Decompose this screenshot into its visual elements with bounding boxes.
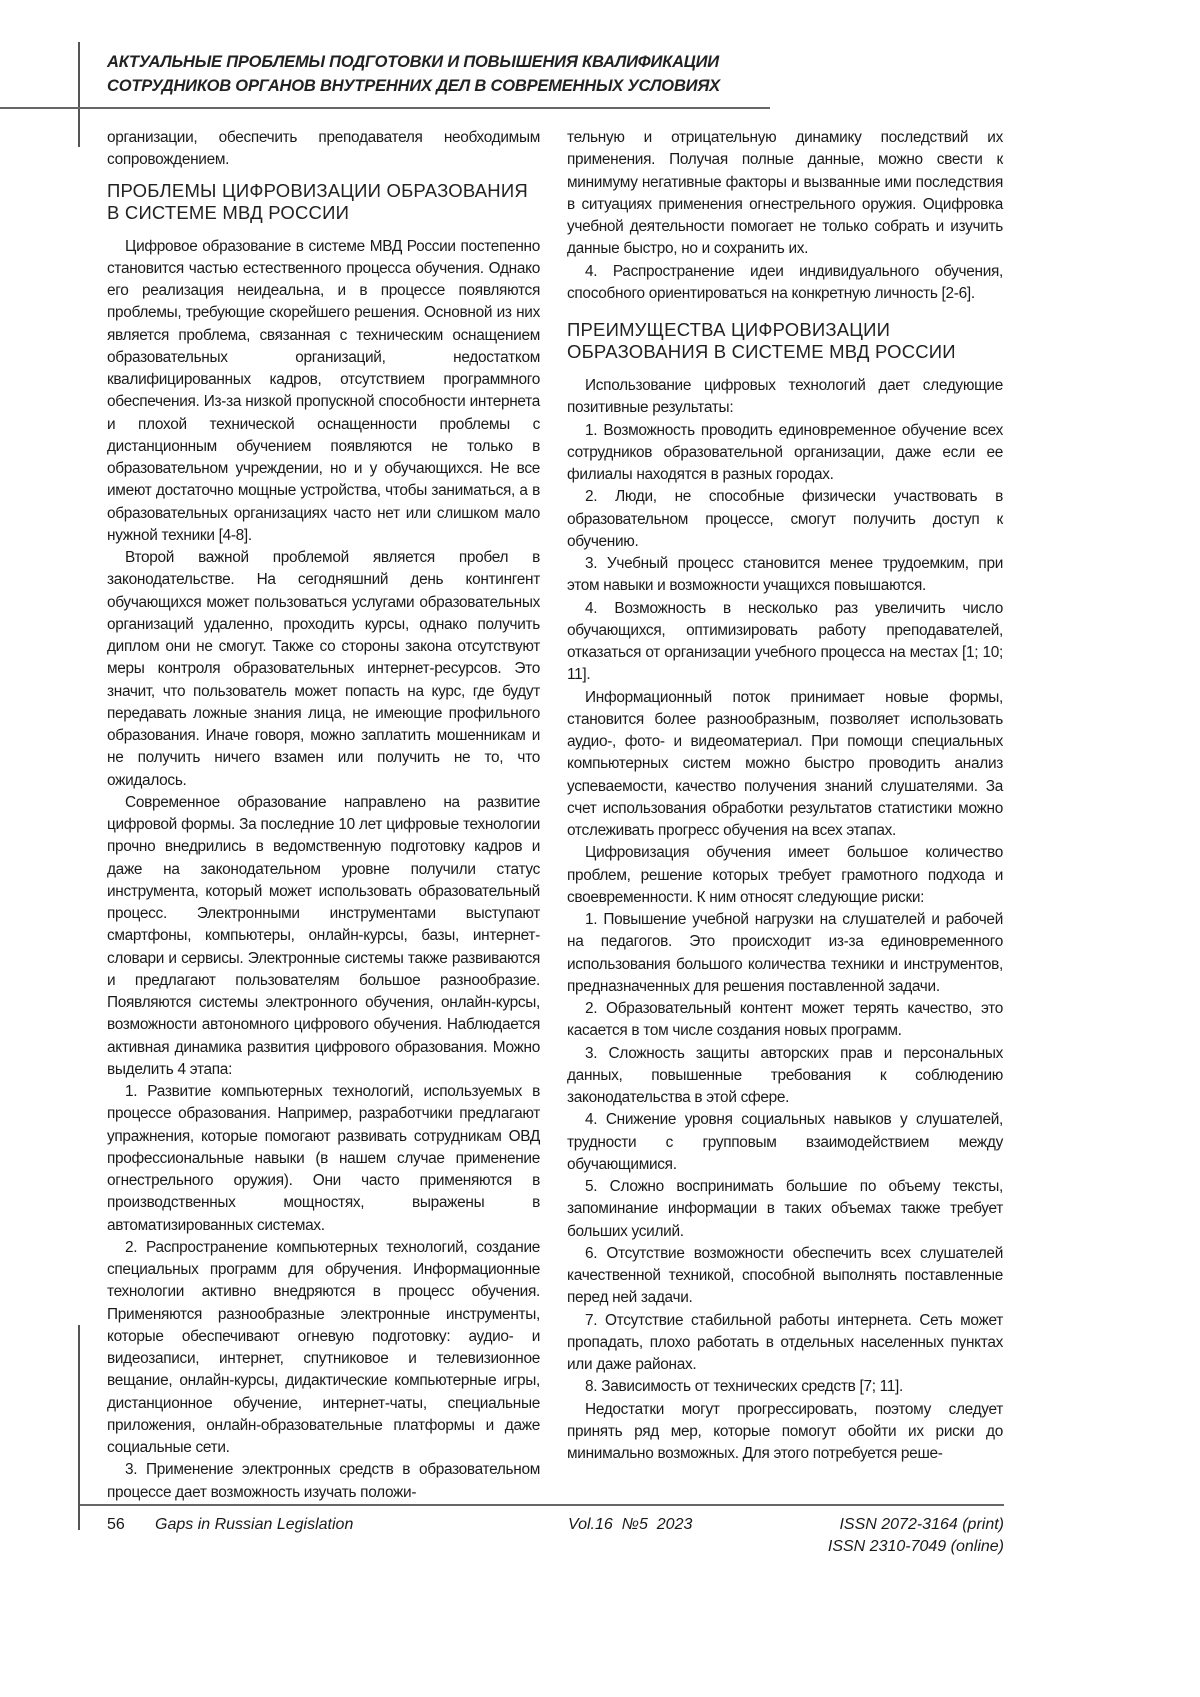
footer	[78, 1504, 1004, 1584]
paragraph: Современное образование направлено на развитие цифровой формы. За последние 10 лет цифровые технологии прочно внедрились в ведомственную подготовку кадров и даже на законодательном уровне получили статус инструмента, который может использовать образовательный процесс. Электронными инструментами выступают смартфоны, компьютеры, онлайн-курсы, базы, интернет-словари и сервисы. Электронные системы также развиваются и предлагают пользователям большое разнообразие. Появляются системы электронного обучения, онлайн-курсы, возможности автономного цифрового обучения. Наблюдается активная динамика развития цифрового образования. Можно выделить 4 этапа:	[107, 793, 540, 1078]
issn-online: ISSN 2310-7049 (online)	[827, 1537, 1004, 1555]
page-body	[0, 127, 1200, 1584]
running-header-line-1: АКТУАЛЬНЫЕ ПРОБЛЕМЫ ПОДГОТОВКИ И ПОВЫШЕНИЯ КВАЛИФИКАЦИИ	[107, 53, 719, 71]
list-item: 4. Распространение идеи индивидуального обучения, способного ориентироваться на конкретную личность [2-6].	[567, 262, 1003, 302]
issn-block	[828, 1514, 1004, 1558]
list-item: 4. Снижение уровня социальных навыков у слушателей, трудности с групповым взаимодействием между обучающимися.	[567, 1111, 1003, 1173]
list-item: 3. Сложность защиты авторских прав и персональных данных, повышенные требования к соблюдению законодательства в этой сфере.	[567, 1044, 1003, 1106]
volume-issue: Vol.16 №5 2023	[568, 1515, 693, 1533]
list-item: 1. Возможность проводить единовременное обучение всех сотрудников образовательной организации, даже если ее филиалы находятся в разных городах.	[567, 421, 1003, 483]
journal-name: Gaps in Russian Legislation	[155, 1515, 354, 1533]
section-heading-problems: ПРОБЛЕМЫ ЦИФРОВИЗАЦИИ ОБРАЗОВАНИЯ В СИСТЕМЕ МВД РОССИИ	[107, 179, 528, 223]
list-item: 3. Учебный процесс становится менее трудоемким, при этом навыки и возможности учащихся повышаются.	[567, 555, 1003, 595]
paragraph: тельную и отрицательную динамику последствий их применения. Получая полные данные, можно свести к минимуму негативные факторы и вызванные ими последствия в ситуациях применения огнестрельного оружия. Оцифровка учебной деятельности помогает не только собрать и изучить данные быстро, но и сохранить их.	[567, 129, 1003, 258]
list-item: 3. Применение электронных средств в образовательном процессе дает возможность изучать положи-	[107, 1461, 540, 1501]
list-item: 7. Отсутствие стабильной работы интернета. Сеть может пропадать, плохо работать в отдельных населенных пунктах или даже районах.	[567, 1311, 1003, 1373]
paragraph: организации, обеспечить преподавателя необходимым сопровождением.	[107, 129, 540, 169]
right-column	[567, 127, 1003, 1465]
running-header-line-2: СОТРУДНИКОВ ОРГАНОВ ВНУТРЕННИХ ДЕЛ В СОВРЕМЕННЫХ УСЛОВИЯХ	[107, 77, 720, 95]
footer-horizontal-rule	[78, 1504, 1004, 1506]
running-header	[107, 50, 720, 98]
paragraph: Цифровизация обучения имеет большое количество проблем, решение которых требует грамотного подхода и своевременности. К ним относят следующие риски:	[567, 844, 1003, 906]
list-item: 4. Возможность в несколько раз увеличить число обучающихся, оптимизировать работу преподавателей, отказаться от организации учебного процесса на местах [1; 10; 11].	[567, 599, 1003, 684]
section-heading-advantages: ПРЕИМУЩЕСТВА ЦИФРОВИЗАЦИИ ОБРАЗОВАНИЯ В СИСТЕМЕ МВД РОССИИ	[567, 319, 956, 362]
paragraph: Второй важной проблемой является пробел в законодательстве. На сегодняшний день контингент обучающихся может пользоваться услугами образовательных организаций удаленно, проходить курсы, однако получить диплом они не смогут. Также со стороны закона отсутствуют меры контроля образовательных интернет-ресурсов. Это значит, что пользователь может попасть на курс, где будут передавать ложные знания лица, не имеющие профильного образования. Иначе говоря, можно заплатить мошенникам и не получить ничего взамен или получить не то, что ожидалось.	[107, 549, 540, 789]
issn-print: ISSN 2072-3164 (print)	[839, 1515, 1004, 1533]
left-column	[107, 127, 540, 1504]
page-number: 56	[107, 1515, 125, 1533]
paragraph: Использование цифровых технологий дает следующие позитивные результаты:	[567, 377, 1003, 417]
footer-vertical-rule	[78, 1325, 80, 1530]
list-item: 1. Развитие компьютерных технологий, используемых в процессе образования. Например, разработчики предлагают упражнения, которые помогают развивать сотрудникам ОВД профессиональные навыки (в нашем случае применение огнестрельного оружия). Они часто применяются в производственных мощностях, выражены в автоматизированных системах.	[107, 1083, 540, 1234]
text-columns	[0, 127, 1200, 1504]
list-item: 8. Зависимость от технических средств [7; 11].	[585, 1378, 903, 1396]
paragraph: Информационный поток принимает новые формы, становится более разнообразным, позволяет использовать аудио-, фото- и видеоматериал. При помощи специальных компьютерных систем можно быстро проводить анализ успеваемости, качество получения знаний слушателями. За счет использования обработки результатов статистики можно отслеживать прогресс обучения на всех этапах.	[567, 688, 1003, 839]
footer-row	[78, 1514, 1004, 1564]
list-item: 2. Образовательный контент может терять качество, это касается в том числе создания новых программ.	[567, 1000, 1003, 1040]
list-item: 5. Сложно воспринимать большие по объему тексты, запоминание информации в таких объемах также требует больших усилий.	[567, 1178, 1003, 1240]
paragraph: Недостатки могут прогрессировать, поэтому следует принять ряд мер, которые помогут обойти их риски до минимально возможных. Для этого потребуется реше-	[567, 1400, 1003, 1462]
list-item: 2. Распространение компьютерных технологий, создание специальных программ для обручения. Информационные технологии активно внедряются в процесс обучения. Применяются разнообразные электронные инструменты, которые обеспечивают огневую подготовку: аудио- и видеозаписи, интернет, спутниковое и телевизионное вещание, онлайн-курсы, дидактические компьютерные игры, дистанционное обучение, интернет-чаты, специальные приложения, онлайн-образовательные платформы и даже социальные сети.	[107, 1238, 540, 1456]
paragraph: Цифровое образование в системе МВД России постепенно становится частью естественного процесса обучения. Однако его реализация неидеальна, и в процессе появляются проблемы, требующие скорейшего решения. Основной из них является проблема, связанная с техническим оснащением образовательных организаций, недостатком квалифицированных кадров, отсутствием программного обеспечения. Из-за низкой пропускной способности интернета и плохой технической оснащенности проблемы с дистанционным обучением появляются не только в образовательном учреждении, но и у обучающихся. Не все имеют достаточно мощные устройства, чтобы заниматься, а в образовательных организациях часто нет или слишком мало нужной техники [4-8].	[107, 237, 540, 544]
list-item: 2. Люди, не способные физически участвовать в образовательном процессе, смогут получить доступ к обучению.	[567, 488, 1003, 550]
list-item: 1. Повышение учебной нагрузки на слушателей и рабочей на педагогов. Это происходит из-за единовременного использования большого количества техники и инструментов, предназначенных для решения поставленной задачи.	[567, 911, 1003, 995]
header-horizontal-rule	[0, 107, 770, 109]
list-item: 6. Отсутствие возможности обеспечить всех слушателей качественной техникой, способной выполнять поставленные перед ней задачи.	[567, 1244, 1003, 1307]
